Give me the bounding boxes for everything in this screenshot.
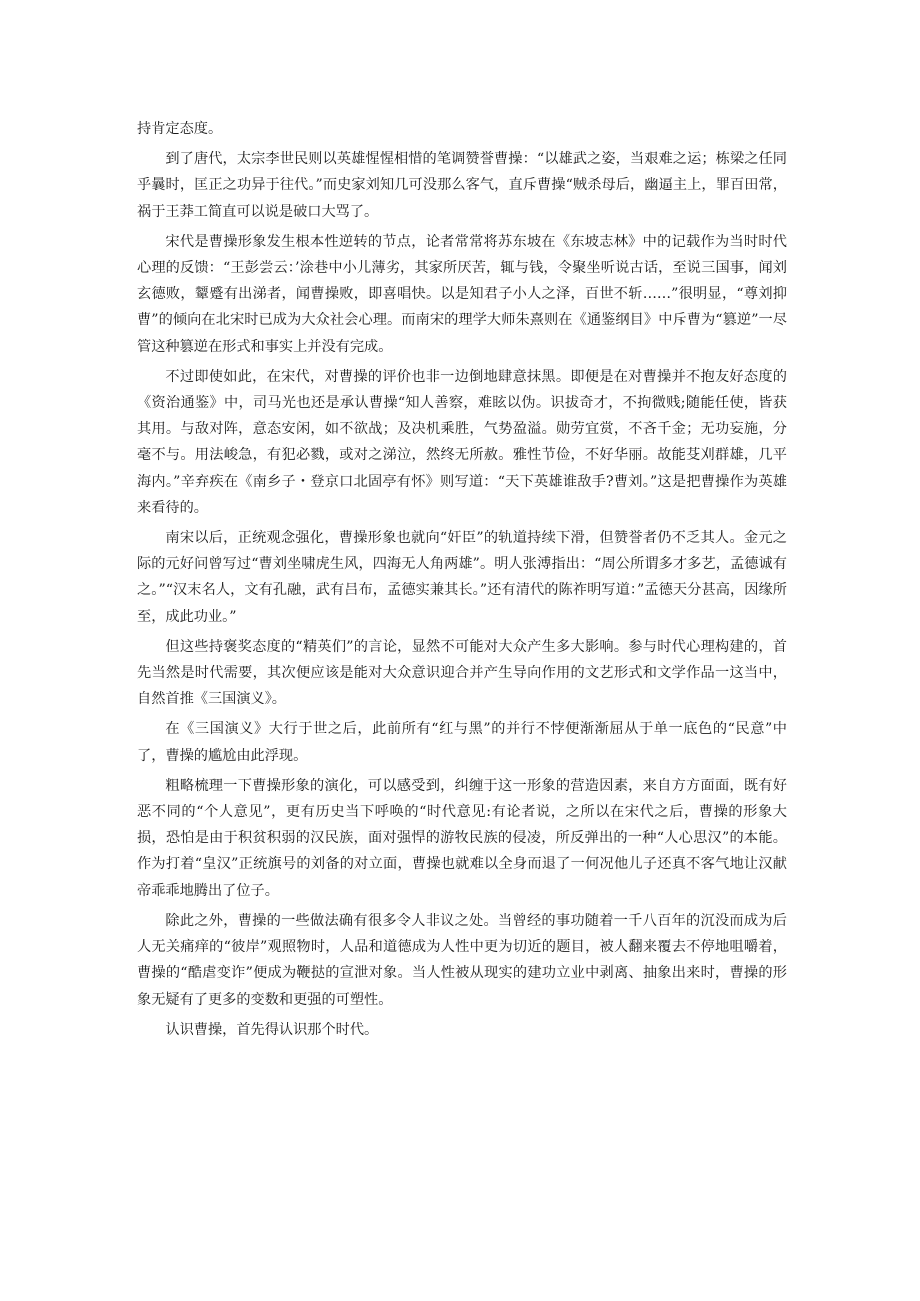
article-body <box>137 116 787 1047</box>
paragraph-3: 宋代是曹操形象发生根本性逆转的节点，论者常常将苏东坡在《东坡志林》中的记载作为当时时代心理的反馈：“王彭尝云：’涂巷中小儿薄劣，其家所厌苦，辄与钱，令聚坐听说古话，至说三国事，闻刘玄德败，颦蹙有出涕者，闻曹操败，即喜唱快。以是知君子小人之泽，百世不斩……”很明显，“尊刘抑曹”的倾向在北宋时已成为大众社会心理。而南宋的理学大师朱熹则在《通鉴纲目》中斥曹为“篡逆”一尽管这种篡逆在形式和事实上并没有完成。 <box>137 233 787 355</box>
paragraph-10: 认识曹操，首先得认识那个时代。 <box>165 1021 379 1038</box>
paragraph-8: 粗略梳理一下曹操形象的演化，可以感受到，纠缠于这一形象的营造因素，来自方方面面，既有好恶不同的“个人意见”，更有历史当下呼唤的“时代意见:有论者说，之所以在宋代之后，曹操的形象大损，恐怕是由于积贫积弱的汉民族，面对强悍的游牧民族的侵凌，所反弹出的一种“人心思汉”的本能。作为打着“皇汉”正统旗号的刘备的对立面，曹操也就难以全身而退了一何况他儿子还真不客气地让汉献帝乖乖地腾出了位子。 <box>137 777 787 899</box>
paragraph-5: 南宋以后，正统观念强化，曹操形象也就向“奸臣”的轨道持续下滑，但赞誉者仍不乏其人。金元之际的元好问曾写过“曹刘坐啸虎生风，四海无人角两雄”。明人张溥指出：“周公所谓多才多艺，孟德诚有之。”“汉末名人，文有孔融，武有吕布，孟德实兼其长。”还有清代的陈祚明写道：”孟德天分甚高，因缘所至，成此功业。” <box>137 530 787 625</box>
paragraph-1: 持肯定态度。 <box>137 121 223 137</box>
paragraph-6: 但这些持褒奖态度的“精英们”的言论，显然不可能对大众产生多大影响。参与时代心理构建的，首先当然是时代需要，其次便应该是能对大众意识迎合并产生导向作用的文艺形式和文学作品一这当中，自然首推《三国演义》。 <box>137 638 787 708</box>
paragraph-9: 除此之外，曹操的一些做法确有很多令人非议之处。当曾经的事功随着一千八百年的沉没而成为后人无关痛痒的“彼岸”观照物时，人品和道德成为人性中更为切近的题目，被人翻来覆去不停地咀嚼着，曹操的“酷虐变诈”便成为鞭挞的宣泄对象。当人性被从现实的建功立业中剥离、抽象出来时，曹操的形象无疑有了更多的变数和更强的可塑性。 <box>137 912 787 1008</box>
paragraph-7: 在《三国演义》大行于世之后，此前所有“红与黑”的并行不悖便渐渐屈从于单一底色的“民意”中了，曹操的尴尬由此浮现。 <box>137 721 787 764</box>
paragraph-2: 到了唐代，太宗李世民则以英雄惺惺相惜的笔调赞誉曹操：“以雄武之姿，当艰难之运；栋梁之任同乎曩时，匡正之功异于往代。”而史家刘知几可没那么客气，直斥曹操“贼杀母后，幽逼主上，罪百田常，祸于王莽工简直可以说是破口大骂了。 <box>137 151 787 220</box>
paragraph-4: 不过即使如此，在宋代，对曹操的评价也非一边倒地肆意抹黑。即便是在对曹操并不抱友好态度的《资治通鉴》中，司马光也还是承认曹操“知人善察，难眩以伪。识拔奇才，不拘微贱;随能任使，皆获其用。与敌对阵，意态安闲，如不欲战；及决机乘胜，气势盈溢。勋劳宜赏，不吝千金；无功妄施，分毫不与。用法峻急，有犯必戮，或对之涕泣，然终无所赦。雅性节俭，不好华丽。故能芟刈群雄，几平海内。”辛弃疾在《南乡子・登京口北固亭有怀》则写道：“天下英雄谁敌手?曹刘。”这是把曹操作为英雄来看待的。 <box>137 368 787 516</box>
